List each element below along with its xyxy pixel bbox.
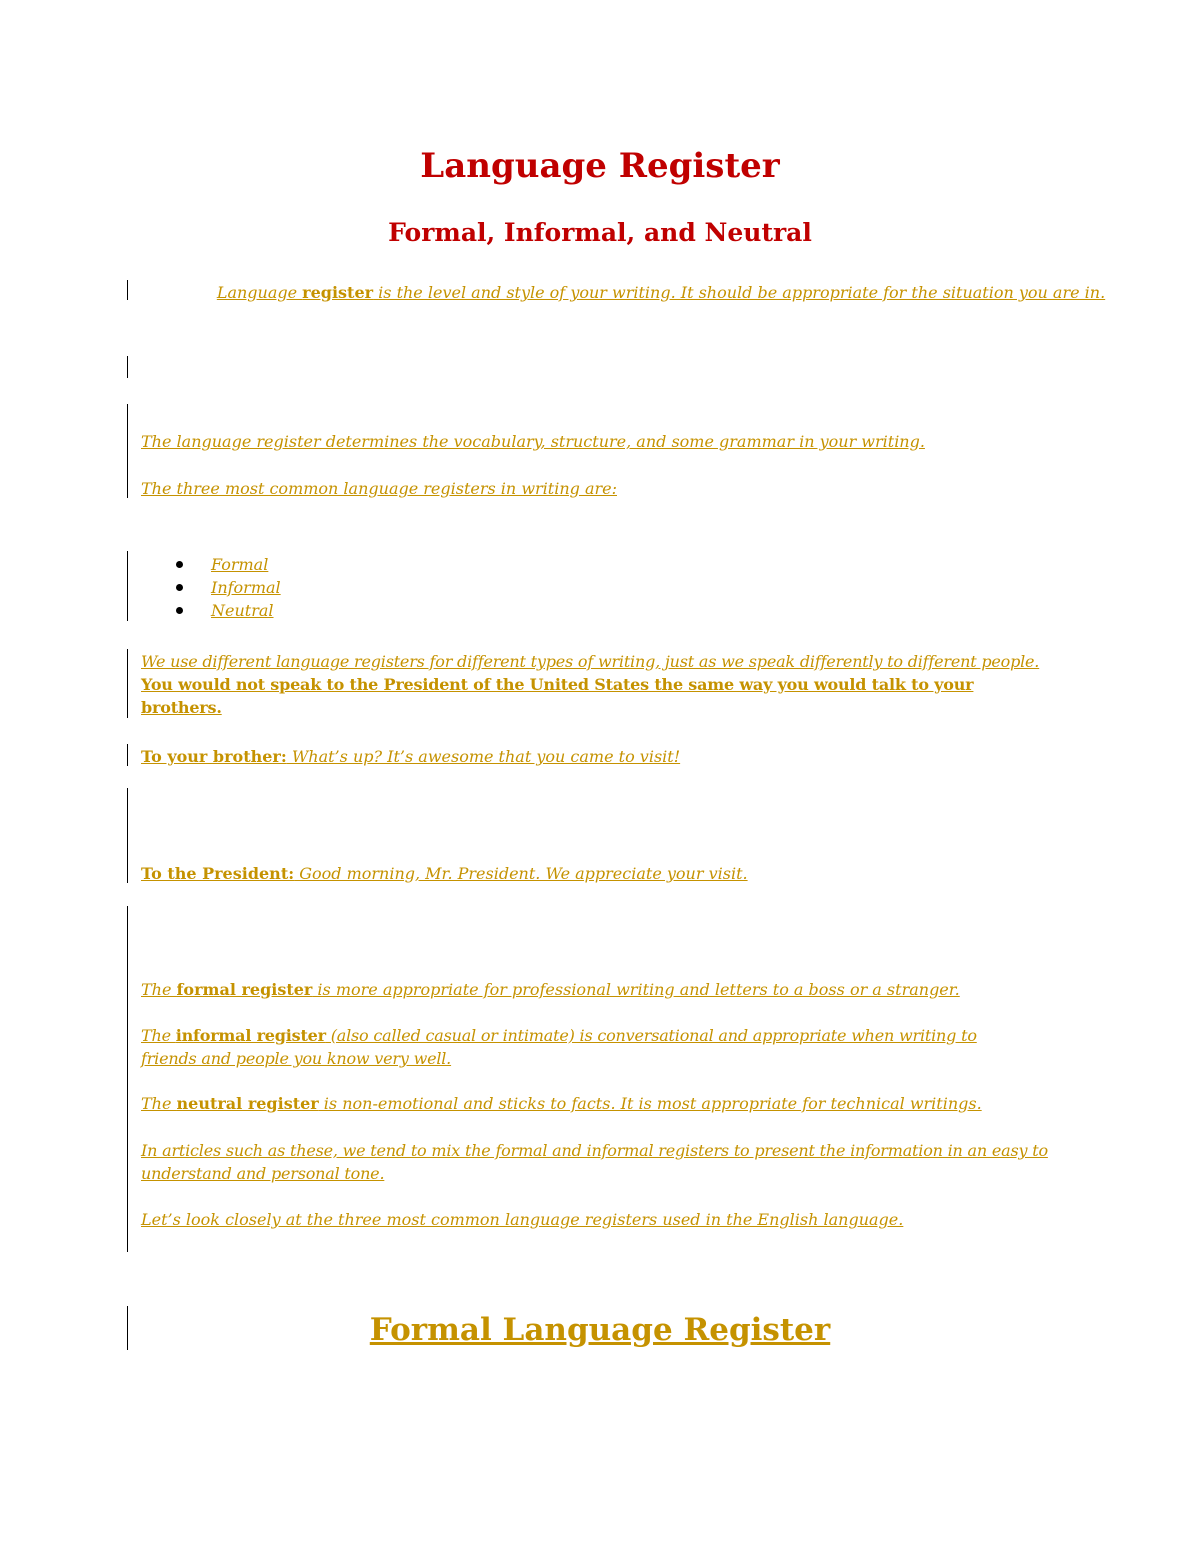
change-bar [127,788,128,883]
change-bar [127,744,128,766]
different-registers-paragraph: We use different language registers for different types of writing, just as we speak differently to different people. You would not speak to the President of the United States the same way you would talk to your brothers. [141,652,1040,717]
list-item: Neutral [170,599,281,622]
change-bar [127,404,128,498]
bullet-icon [176,561,183,568]
mix-registers-paragraph: In articles such as these, we tend to mix the formal and informal registers to present the information in an easy to understand and personal tone. [141,1141,1048,1183]
bullet-icon [176,607,183,614]
change-bar [127,551,128,621]
change-bar [127,649,128,718]
determines-paragraph: The language register determines the vocabulary, structure, and some grammar in your writing. [141,432,925,451]
list-item: Informal [170,576,281,599]
page-title: Language Register [420,146,780,186]
bullet-icon [176,584,183,591]
neutral-register-paragraph: The neutral register is non-emotional and sticks to facts. It is most appropriate for technical writings. [141,1094,982,1113]
section-heading-formal: Formal Language Register [369,1312,831,1348]
page-subtitle: Formal, Informal, and Neutral [388,218,812,247]
three-registers-paragraph: The three most common language registers in writing are: [141,479,617,498]
list-item: Formal [170,553,281,576]
brother-example: To your brother: What’s up? It’s awesome that you came to visit! [141,747,681,766]
register-list [170,553,281,622]
formal-register-paragraph: The formal register is more appropriate for professional writing and letters to a boss or a stranger. [141,980,960,999]
change-bar [127,280,128,300]
look-closely-paragraph: Let’s look closely at the three most common language registers used in the English language. [141,1210,904,1229]
intro-paragraph: Language register is the level and style of your writing. It should be appropriate for the situation you are in. [216,283,1106,302]
president-example: To the President: Good morning, Mr. President. We appreciate your visit. [141,864,748,883]
informal-register-paragraph: The informal register (also called casual or intimate) is conversational and appropriate when writing to friends and people you know very well. [141,1026,977,1068]
change-bar [127,906,128,1252]
change-bar [127,356,128,378]
intro-bold-term: register [302,283,374,302]
